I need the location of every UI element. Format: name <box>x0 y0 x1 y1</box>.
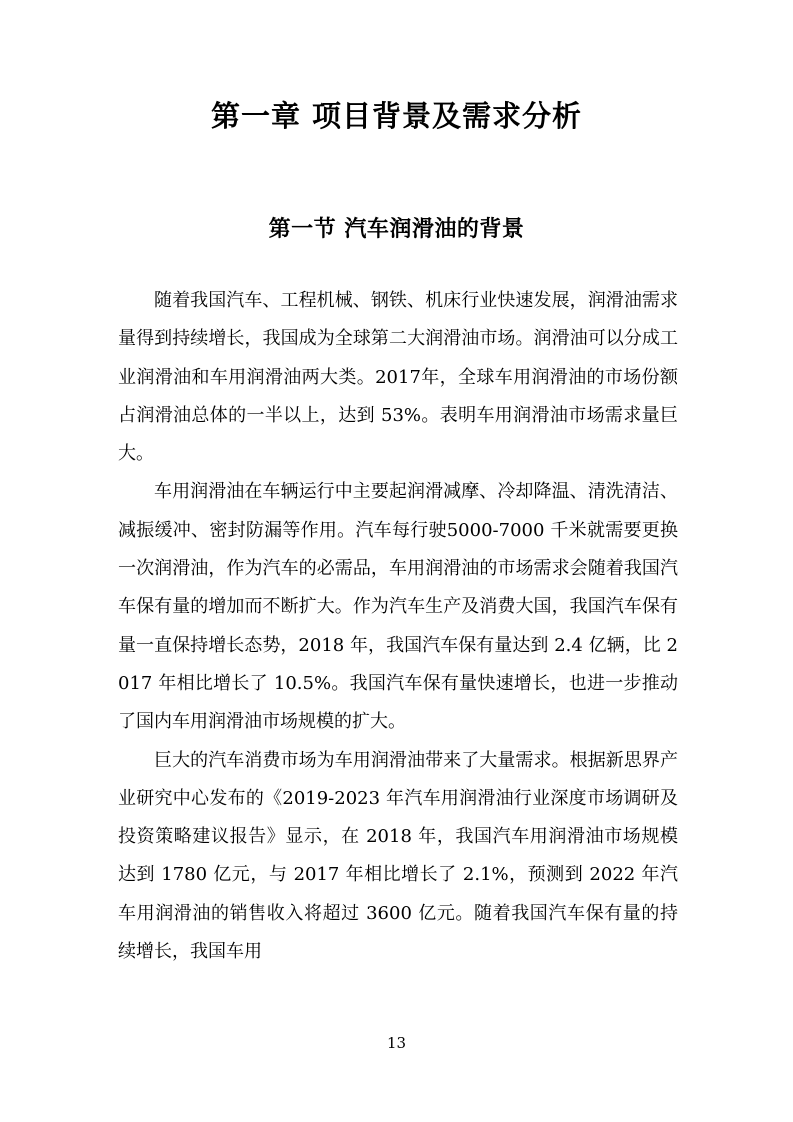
page-number: 13 <box>386 1034 407 1052</box>
chapter-title: 第一章 项目背景及需求分析 <box>210 99 583 133</box>
body-text <box>118 282 678 971</box>
paragraph-1: 随着我国汽车、工程机械、钢铁、机床行业快速发展，润滑油需求量得到持续增长，我国成为全球第二大润滑油市场。润滑油可以分成工业润滑油和车用润滑油两大类。2017年，全球车用润滑油的市场份额占润滑油总体的一半以上，达到 53%。表明车用润滑油市场需求量巨大。 <box>118 290 678 465</box>
paragraph-2: 车用润滑油在车辆运行中主要起润滑减摩、冷却降温、清洗清洁、减振缓冲、密封防漏等作用。汽车每行驶5000-7000 千米就需要更换一次润滑油，作为汽车的必需品，车用润滑油的市场需求会随着我国汽车保有量的增加而不断扩大。作为汽车生产及消费大国，我国汽车保有量一直保持增长态势，2018 年，我国汽车保有量达到 2.4 亿辆，比 2017 年相比增长了 10.5%。我国汽车保有量快速增长，也进一步推动了国内车用润滑油市场规模的扩大。 <box>118 481 678 733</box>
section-title: 第一节 汽车润滑油的背景 <box>268 216 525 242</box>
paragraph-3: 巨大的汽车消费市场为车用润滑油带来了大量需求。根据新思界产业研究中心发布的《2019-2023 年汽车用润滑油行业深度市场调研及投资策略建议报告》显示，在 2018 年，我国汽车用润滑油市场规模达到 1780 亿元，与 2017 年相比增长了 2.1%，预测到 2022 年汽车用润滑油的销售收入将超过 3600 亿元。随着我国汽车保有量的持续增长，我国车用 <box>118 749 678 963</box>
